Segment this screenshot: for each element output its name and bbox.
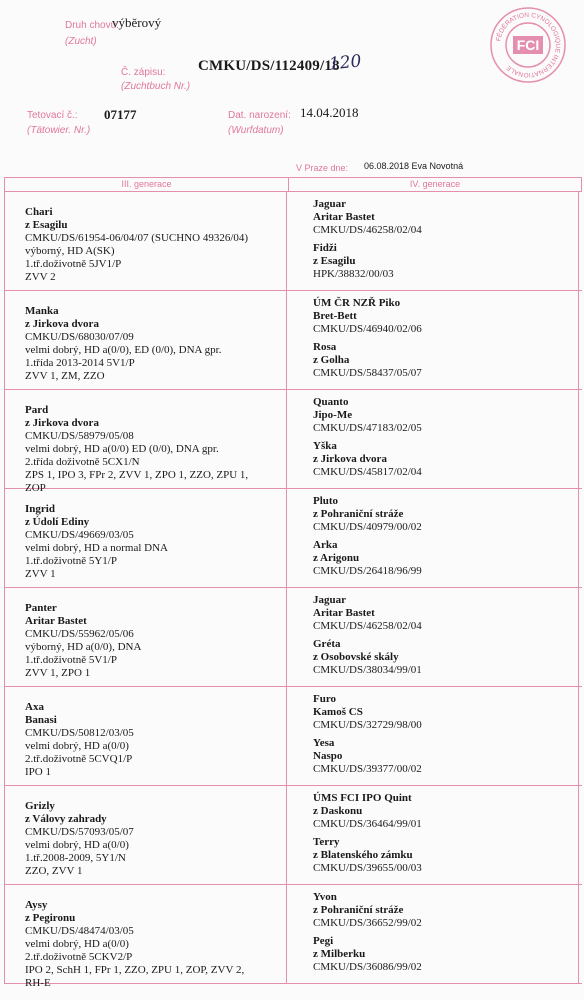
dog-name: Terry [313, 836, 340, 848]
gen4-parents-cell [287, 885, 579, 983]
gen3-dog-cell [4, 687, 287, 785]
gen4-parents-cell [287, 786, 579, 884]
table-row [4, 291, 582, 390]
dam-entry [313, 935, 578, 974]
dog-name: Jaguar [313, 594, 346, 606]
kennel-name: z Jirkova dvora [25, 417, 99, 429]
gen4-parents-cell [287, 588, 579, 686]
dog-name: Pluto [313, 495, 339, 507]
dog-name: Pard [25, 404, 49, 416]
dog-name: Jaguar [313, 198, 346, 210]
dog-name: Panter [25, 602, 57, 614]
dog-detail-line: CMKU/DS/49669/03/05 [25, 529, 134, 541]
dog-name: Yška [313, 440, 337, 452]
sire-entry [313, 198, 578, 237]
gen4-parents-cell [287, 291, 579, 389]
kennel-name: z Jirkova dvora [313, 453, 387, 465]
dam-entry [313, 242, 578, 281]
dog-name: Fidži [313, 242, 337, 254]
reg-number: CMKU/DS/112409/18 [198, 58, 340, 74]
dog-name: Pegi [313, 935, 334, 947]
kennel-name: z Válovy zahrady [25, 813, 107, 825]
dog-detail-line: CMKU/DS/58979/05/08 [25, 430, 134, 442]
dam-entry [313, 341, 578, 380]
registration-number: CMKU/DS/46258/02/04 [313, 620, 422, 632]
registration-number: CMKU/DS/36086/99/02 [313, 961, 422, 973]
kennel-name: Kamoš CS [313, 706, 363, 718]
dog-detail-line: výborný, HD A(SK) [25, 245, 115, 257]
table-row [4, 192, 582, 291]
table-header [4, 178, 582, 192]
dog-name: Gréta [313, 638, 341, 650]
col-header-gen3: III. generace [4, 178, 289, 191]
registration-number: CMKU/DS/32729/98/00 [313, 719, 422, 731]
dog-detail-line: velmi dobrý, HD a(0/0) ED (0/0), DNA gpr. [25, 443, 219, 455]
dog-detail-line: ZVV 1, ZPO 1 [25, 667, 91, 679]
gen3-dog-cell [4, 588, 287, 686]
dog-detail-line: RH-E [25, 977, 51, 989]
registration-number: CMKU/DS/26418/96/99 [313, 565, 422, 577]
kennel-name: z Esagilu [25, 219, 68, 231]
registration-number: CMKU/DS/38034/99/01 [313, 664, 422, 676]
fci-logo [489, 6, 567, 84]
dog-name: Furo [313, 693, 337, 705]
dog-detail-line: CMKU/DS/57093/05/07 [25, 826, 134, 838]
dog-detail-line: výborný, HD a(0/0), DNA [25, 641, 142, 653]
tattoo-label: Tetovací č.: [27, 110, 78, 121]
kennel-name: z Milberku [313, 948, 366, 960]
registration-number: CMKU/DS/40979/00/02 [313, 521, 422, 533]
gen3-dog-cell [4, 390, 287, 494]
dam-entry [313, 836, 578, 875]
registration-number: HPK/38832/00/03 [313, 268, 394, 280]
kennel-name: Jipo-Me [313, 409, 353, 421]
dog-detail-line: CMKU/DS/61954-06/04/07 (SUCHNO 49326/04) [25, 232, 249, 244]
sire-entry [313, 396, 578, 435]
kennel-name: Bret-Bett [313, 310, 357, 322]
table-row [4, 588, 582, 687]
dog-detail-line: ZVV 1, ZM, ZZO [25, 370, 105, 382]
dog-detail-line: 1.třída 2013-2014 5V1/P [25, 357, 135, 369]
dam-entry [313, 539, 578, 578]
table-row [4, 489, 582, 588]
reg-handwritten-note: 120 [328, 51, 363, 75]
dog-detail-line: ZOP [25, 482, 46, 494]
gen3-dog-cell [4, 786, 287, 884]
dog-name: Axa [25, 701, 44, 713]
birth-label: Dat. narození: [228, 110, 291, 121]
place-label: V Praze dne: [296, 163, 349, 173]
registration-number: CMKU/DS/39655/00/03 [313, 862, 422, 874]
dog-detail-line: 1.tř.doživotně 5JV1/P [25, 258, 122, 270]
registration-number: CMKU/DS/36652/99/02 [313, 917, 422, 929]
gen4-parents-cell [287, 390, 579, 488]
dog-detail-line: CMKU/DS/68030/07/09 [25, 331, 134, 343]
gen4-parents-cell [287, 192, 579, 290]
registration-number: CMKU/DS/45817/02/04 [313, 466, 422, 478]
dog-detail-line: velmi dobrý, HD a(0/0), ED (0/0), DNA gpr. [25, 344, 222, 356]
sire-entry [313, 495, 578, 534]
dog-detail-line: IPO 2, SchH 1, FPr 1, ZZO, ZPU 1, ZOP, ZVV 2, [25, 964, 245, 976]
sire-entry [313, 594, 578, 633]
registration-number: CMKU/DS/46940/02/06 [313, 323, 422, 335]
dam-entry [313, 638, 578, 677]
gen4-parents-cell [287, 489, 579, 587]
dog-name: Arka [313, 539, 338, 551]
breed-label: Druh chovu: [65, 20, 119, 31]
table-row [4, 687, 582, 786]
table-body [4, 192, 582, 989]
dog-detail-line: 2.tř.doživotně 5CKV2/P [25, 951, 133, 963]
gen3-dog-cell [4, 291, 287, 389]
dog-detail-line: IPO 1 [25, 766, 51, 778]
dog-detail-line: CMKU/DS/48474/03/05 [25, 925, 134, 937]
sire-entry [313, 792, 578, 831]
registration-number: CMKU/DS/47183/02/05 [313, 422, 422, 434]
reg-label-de: (Zuchtbuch Nr.) [121, 81, 191, 92]
pedigree-table [4, 177, 582, 989]
kennel-name: Aritar Bastet [313, 607, 375, 619]
tattoo-value: 07177 [104, 107, 137, 122]
dog-name: Chari [25, 206, 53, 218]
gen3-dog-cell [4, 885, 287, 989]
reg-label: Č. zápisu: [121, 67, 166, 78]
dog-detail-line: ZZO, ZVV 1 [25, 865, 83, 877]
dog-detail-line: CMKU/DS/50812/03/05 [25, 727, 134, 739]
dog-name: Manka [25, 305, 59, 317]
dog-detail-line: velmi dobrý, HD a(0/0) [25, 740, 129, 752]
sire-entry [313, 693, 578, 732]
registration-number: CMKU/DS/58437/05/07 [313, 367, 422, 379]
dog-detail-line: ZPS 1, IPO 3, FPr 2, ZVV 1, ZPO 1, ZZO, ZPU 1, [25, 469, 249, 481]
gen3-dog-cell [4, 192, 287, 290]
breed-value: výběrový [112, 15, 162, 30]
dog-name: Aysy [25, 899, 48, 911]
dog-name: Rosa [313, 341, 337, 353]
birth-value: 14.04.2018 [300, 105, 359, 120]
fci-logo-text: FCI [516, 37, 540, 53]
kennel-name: z Pohraniční stráže [313, 508, 404, 520]
table-row [4, 390, 582, 494]
kennel-name: z Jirkova dvora [25, 318, 99, 330]
col-header-gen4: IV. generace [289, 178, 582, 191]
dam-entry [313, 737, 578, 776]
kennel-name: Aritar Bastet [25, 615, 87, 627]
gen4-parents-cell [287, 687, 579, 785]
dog-detail-line: velmi dobrý, HD a(0/0) [25, 938, 129, 950]
gen3-dog-cell [4, 489, 287, 587]
dog-detail-line: 1.tř.2008-2009, 5Y1/N [25, 852, 126, 864]
kennel-name: Banasi [25, 714, 57, 726]
registration-number: CMKU/DS/46258/02/04 [313, 224, 422, 236]
kennel-name: Naspo [313, 750, 343, 762]
sire-entry [313, 891, 578, 930]
fci-logo-ring-text: FÉDÉRATION CYNOLOGIQUE INTERNATIONALE [495, 11, 562, 79]
dog-name: Ingrid [25, 503, 55, 515]
dog-name: ÚM ČR NZŘ Piko [313, 297, 401, 309]
dam-entry [313, 440, 578, 479]
kennel-name: z Pegironu [25, 912, 76, 924]
kennel-name: z Esagilu [313, 255, 356, 267]
place-value: 06.08.2018 Eva Novotná [364, 161, 464, 171]
dog-name: ÚMS FCI IPO Quint [313, 792, 412, 804]
dog-detail-line: ZVV 1 [25, 568, 56, 580]
kennel-name: z Údolí Ediny [25, 516, 90, 528]
dog-name: Quanto [313, 396, 349, 408]
kennel-name: z Arigonu [313, 552, 360, 564]
registration-number: CMKU/DS/36464/99/01 [313, 818, 422, 830]
sire-entry [313, 297, 578, 336]
table-row [4, 786, 582, 885]
kennel-name: z Golha [313, 354, 350, 366]
dog-name: Grizly [25, 800, 55, 812]
dog-name: Yvon [313, 891, 337, 903]
birth-label-de: (Wurfdatum) [228, 125, 284, 136]
kennel-name: Aritar Bastet [313, 211, 375, 223]
breed-label-de: (Zucht) [65, 36, 97, 47]
dog-detail-line: 2.třída doživotně 5CX1/N [25, 456, 140, 468]
kennel-name: z Osobovské skály [313, 651, 399, 663]
dog-detail-line: CMKU/DS/55962/05/06 [25, 628, 134, 640]
dog-detail-line: 1.tř.doživotně 5Y1/P [25, 555, 117, 567]
dog-detail-line: velmi dobrý, HD a(0/0) [25, 839, 129, 851]
dog-detail-line: 1.tř.doživotně 5V1/P [25, 654, 117, 666]
kennel-name: z Pohraniční stráže [313, 904, 404, 916]
kennel-name: z Blatenského zámku [313, 849, 413, 861]
registration-number: CMKU/DS/39377/00/02 [313, 763, 422, 775]
dog-name: Yesa [313, 737, 335, 749]
kennel-name: z Daskonu [313, 805, 363, 817]
dog-detail-line: 2.tř.doživotně 5CVQ1/P [25, 753, 133, 765]
tattoo-label-de: (Tätowier. Nr.) [27, 125, 91, 136]
table-row [4, 885, 582, 989]
dog-detail-line: ZVV 2 [25, 271, 56, 283]
dog-detail-line: velmi dobrý, HD a normal DNA [25, 542, 168, 554]
